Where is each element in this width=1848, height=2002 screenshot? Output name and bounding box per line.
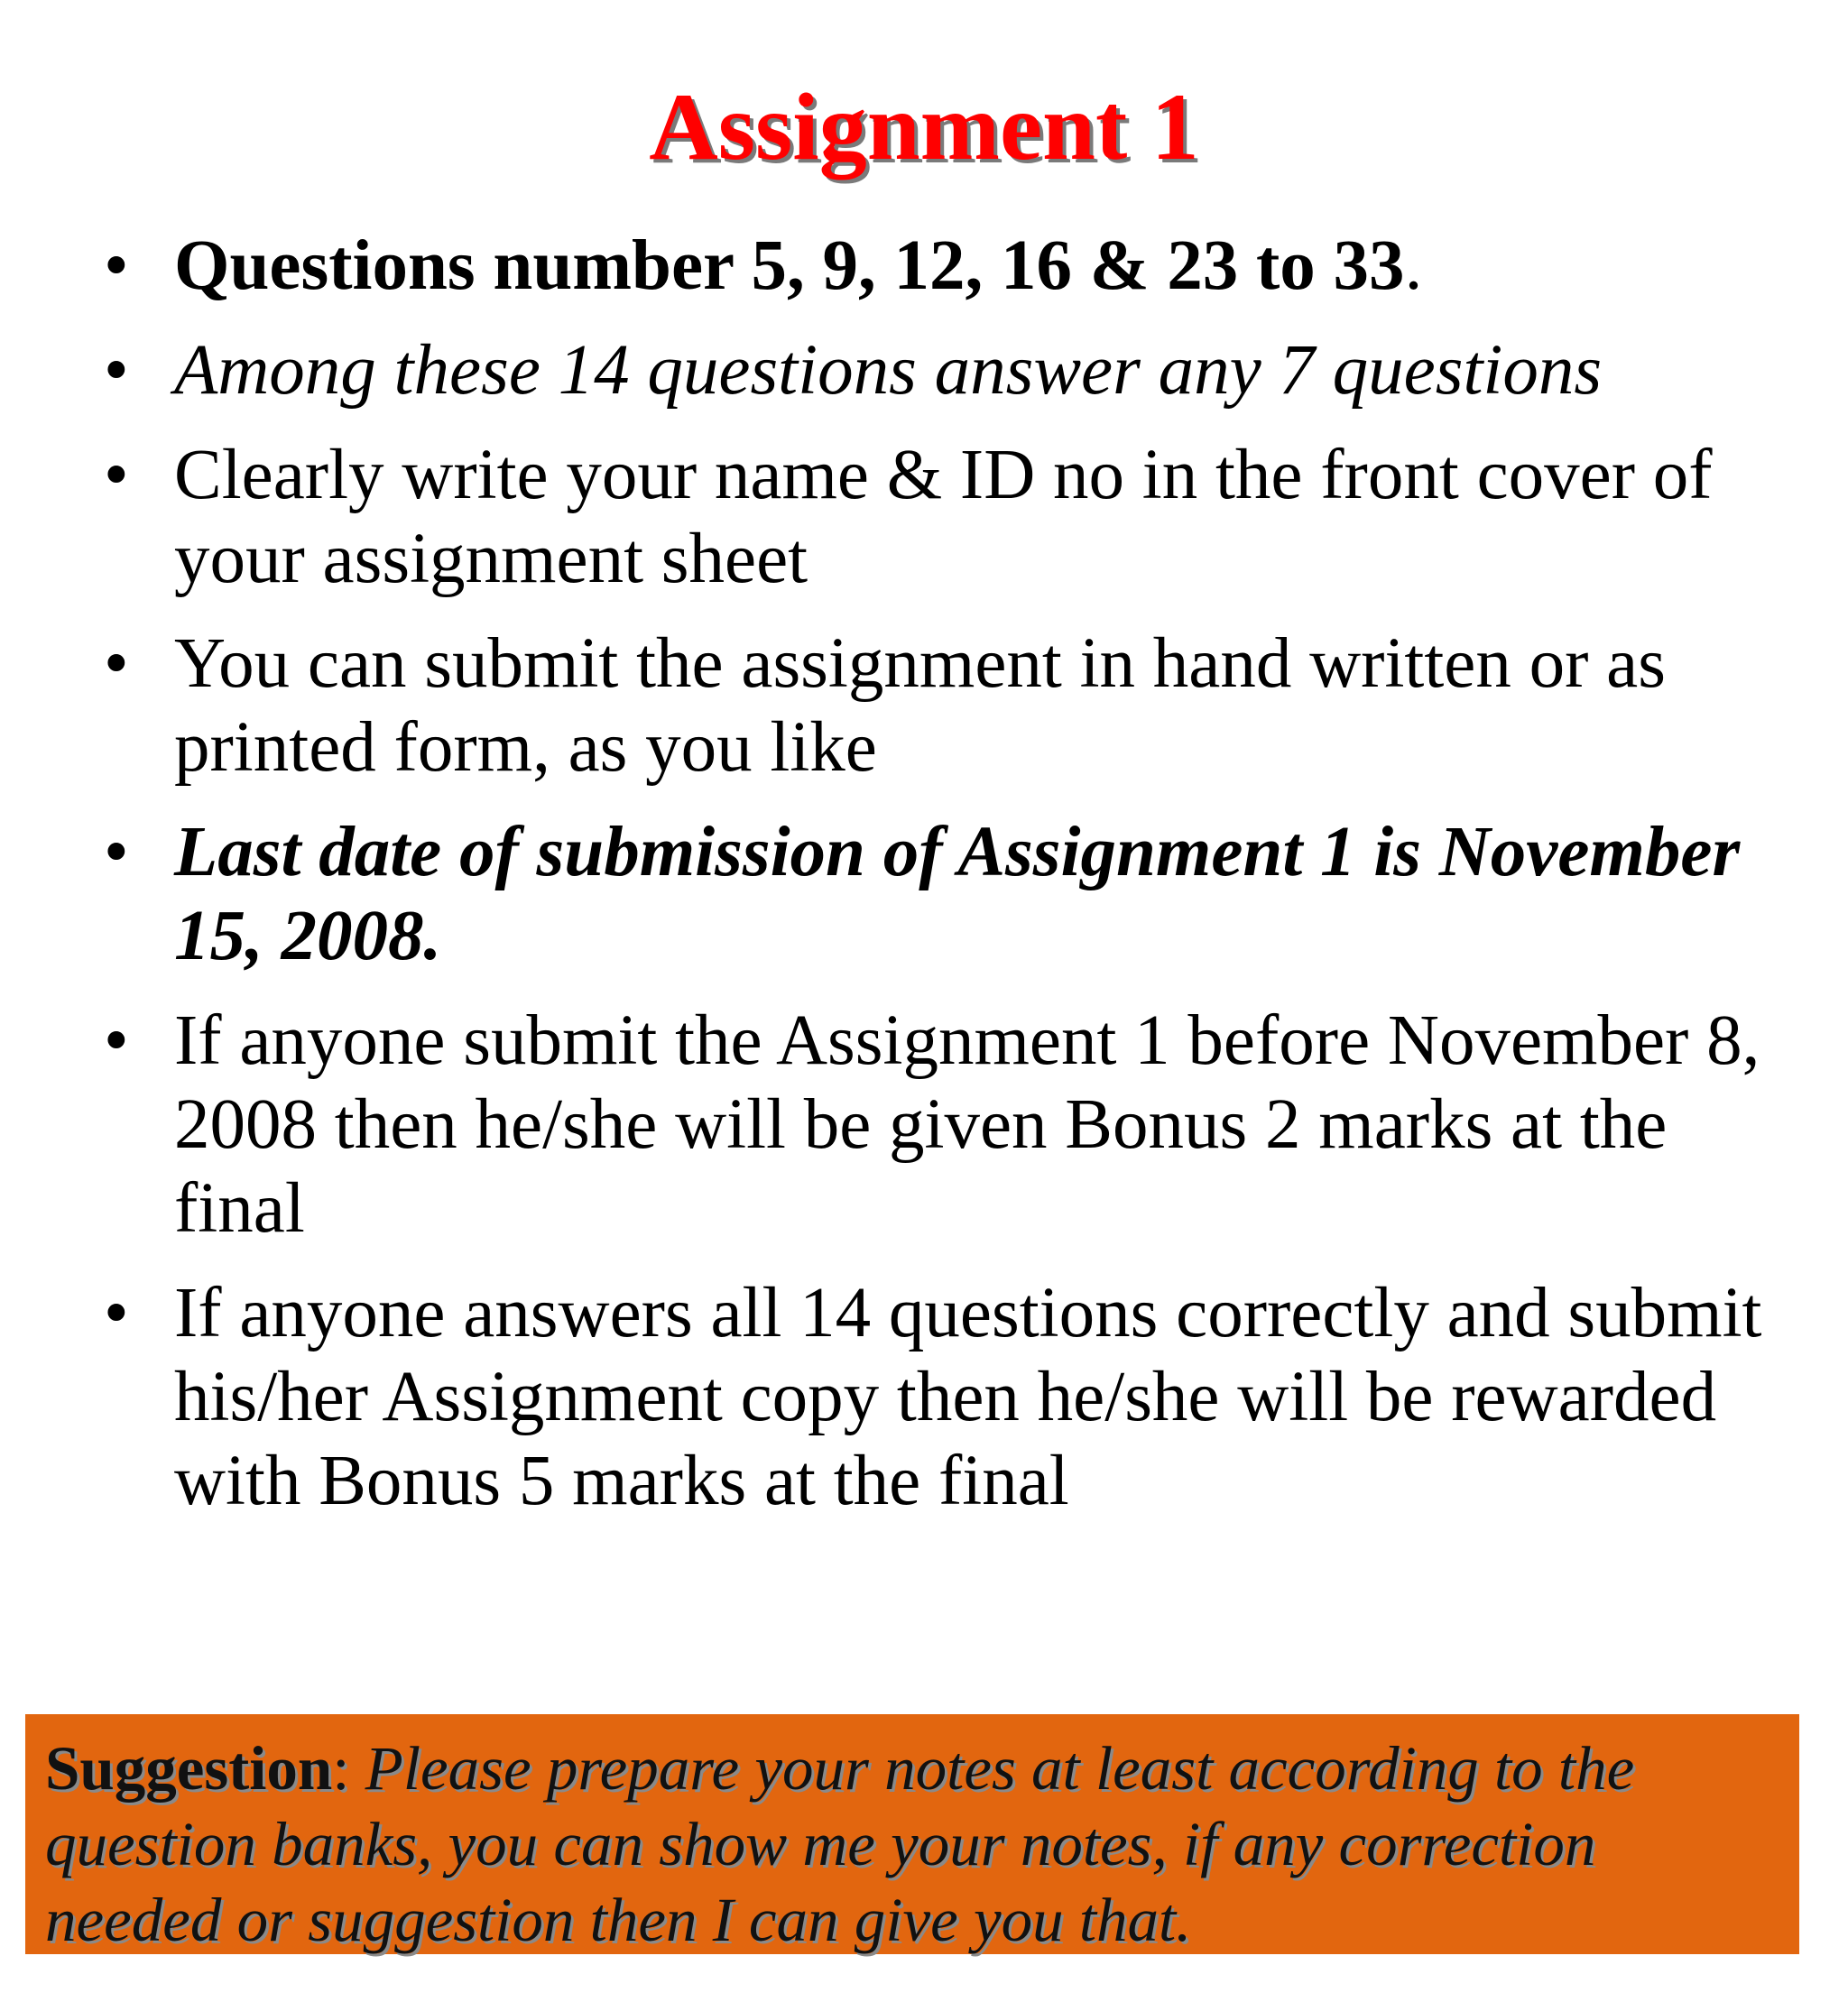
bullet-dot: • [104, 331, 129, 410]
bullet-text: If anyone answers all 14 questions correctly and submit his/her Assignment copy then he/she will be rewarded with Bonus 5 marks at the final [174, 1274, 1762, 1520]
bullet-dot: • [104, 226, 129, 305]
suggestion-label: Suggestion [45, 1734, 333, 1803]
bullet-dot: • [104, 1274, 129, 1352]
suggestion-text: Please prepare your notes at least according to the question banks, you can show me your notes, if any correction needed or suggestion then I can give you that. [45, 1734, 1635, 1954]
bullet-item-name-id [0, 433, 1848, 601]
bullet-dot: • [104, 1001, 129, 1080]
bullet-trail: . [1404, 226, 1423, 305]
bullet-dot: • [104, 813, 129, 891]
suggestion-box [25, 1714, 1799, 1954]
suggestion-separator: : [332, 1734, 365, 1803]
bullet-item-deadline [0, 810, 1848, 978]
bullet-item-questions [0, 224, 1848, 308]
bullet-list [0, 224, 1848, 1544]
bullet-text: Among these 14 questions answer any 7 questions [174, 331, 1603, 410]
bullet-dot: • [104, 436, 129, 514]
bullet-item-submission-format [0, 622, 1848, 789]
bullet-text: If anyone submit the Assignment 1 before November 8, 2008 then he/she will be given Bonus 2 marks at the final [174, 1001, 1760, 1248]
bullet-item-full-bonus [0, 1271, 1848, 1523]
bullet-text: Clearly write your name & ID no in the front cover of your assignment sheet [174, 436, 1713, 598]
slide-title: Assignment 1 [649, 74, 1199, 180]
bullet-text: Last date of submission of Assignment 1 is November 15, 2008. [174, 813, 1741, 975]
bullet-text: Questions number 5, 9, 12, 16 & 23 to 33 [174, 226, 1405, 305]
bullet-dot: • [104, 624, 129, 703]
bullet-text: You can submit the assignment in hand written or as printed form, as you like [174, 624, 1666, 787]
bullet-item-answer-count [0, 328, 1848, 412]
bullet-item-early-bonus [0, 999, 1848, 1250]
